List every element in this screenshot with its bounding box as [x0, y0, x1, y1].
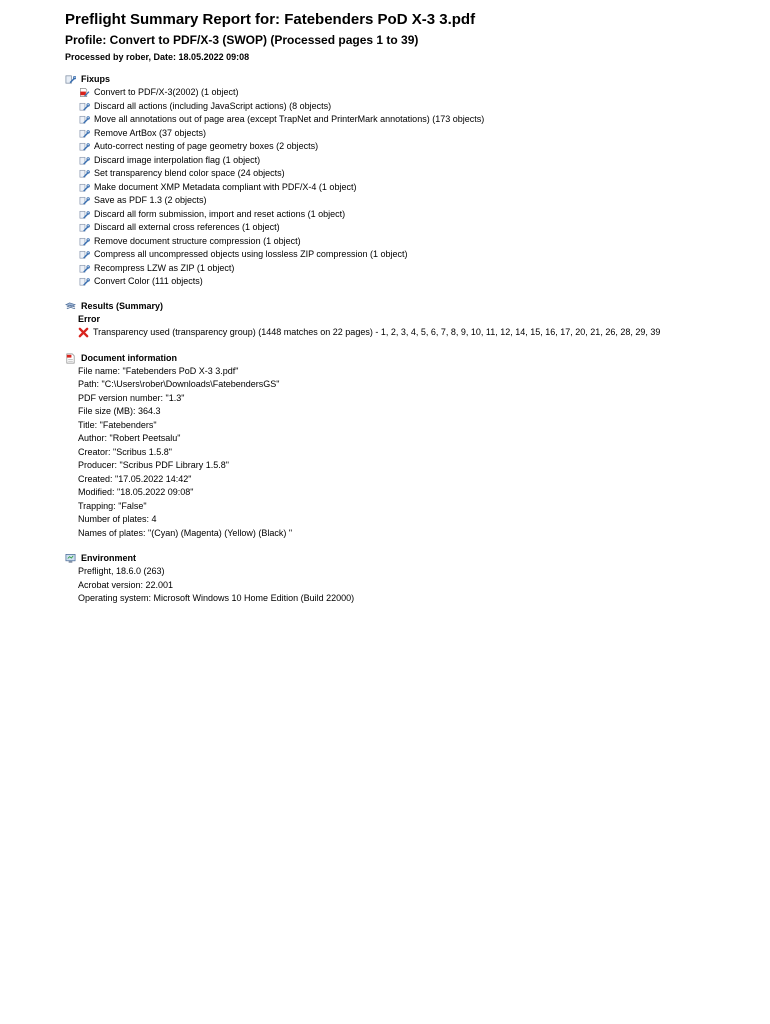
fixup-item-label: Compress all uncompressed objects using lossless ZIP compression (1 object): [94, 249, 408, 259]
fixup-item: [65, 275, 755, 289]
document-info-line: Names of plates: "(Cyan) (Magenta) (Yellow) (Black) ": [78, 527, 293, 538]
fixup-item-label: Discard image interpolation flag (1 object): [94, 154, 261, 165]
results-heading: [65, 300, 755, 313]
wrench-icon: [79, 209, 90, 220]
preflight-report: [65, 10, 755, 606]
fixups-heading-label: Fixups: [81, 74, 111, 84]
fixups-heading: [65, 73, 755, 86]
fixup-item: [65, 194, 755, 208]
error-label: Error: [78, 313, 101, 324]
fixup-item-label: Remove ArtBox (37 objects): [94, 127, 207, 138]
report-title: Preflight Summary Report for: Fatebenders PoD X-3 3.pdf: [65, 11, 476, 28]
fixup-item-label: Discard all external cross references (1 object): [94, 222, 280, 232]
wrench-icon: [79, 195, 90, 206]
results-section: [65, 300, 755, 340]
document-info-heading: [65, 352, 755, 365]
fixup-item-label: Recompress LZW as ZIP (1 object): [94, 262, 235, 273]
wrench-icon: [79, 168, 90, 179]
wrench-icon: [79, 249, 90, 260]
environment-line: Operating system: Microsoft Windows 10 Home Edition (Build 22000): [78, 593, 355, 603]
document-info-line: Number of plates: 4: [78, 514, 157, 524]
fixup-item: [65, 154, 755, 168]
fixups-list: [65, 86, 755, 289]
document-info-line: Creator: "Scribus 1.5.8": [78, 446, 172, 457]
environment-section: [65, 552, 755, 606]
error-x-icon: [78, 327, 89, 338]
environment-line: Acrobat version: 22.001: [78, 579, 174, 590]
fixup-item: [65, 127, 755, 141]
fixup-item-label: Save as PDF 1.3 (2 objects): [94, 195, 207, 205]
wrench-icon: [79, 236, 90, 247]
report-profile: Profile: Convert to PDF/X-3 (SWOP) (Processed pages 1 to 39): [65, 33, 419, 47]
wrench-icon: [79, 222, 90, 233]
document-info-line: Modified: "18.05.2022 09:08": [78, 487, 194, 497]
fixup-item: [65, 208, 755, 222]
fixup-item-label: Convert Color (111 objects): [94, 276, 203, 286]
environment-list: [65, 565, 755, 606]
fixup-item-label: Make document XMP Metadata compliant with PDF/X-4 (1 object): [94, 181, 357, 192]
wrench-icon: [79, 182, 90, 193]
fixup-item: [65, 86, 755, 100]
fixup-item-label: Auto-correct nesting of page geometry boxes (2 objects): [94, 141, 319, 151]
fixup-item-label: Convert to PDF/X-3(2002) (1 object): [94, 87, 239, 97]
results-icon: [65, 301, 76, 312]
error-item-text: Transparency used (transparency group) (1448 matches on 22 pages) - 1, 2, 3, 4, 5, 6, 7, 8, 9, 10, 11, 12, 14, 15, 16, 17, 20, 21, 26, 28, 29, 39: [93, 327, 661, 337]
error-item: [65, 326, 755, 340]
document-info-line: File size (MB): 364.3: [78, 406, 161, 416]
fixup-item: [65, 262, 755, 276]
fixups-section: [65, 73, 755, 289]
fixup-item: [65, 235, 755, 249]
fixups-icon: [65, 74, 76, 85]
wrench-icon: [79, 155, 90, 166]
wrench-icon: [79, 128, 90, 139]
document-info-line: Title: "Fatebenders": [78, 419, 157, 430]
fixup-item: [65, 100, 755, 114]
pdf-document-icon: [65, 353, 76, 364]
wrench-icon: [79, 276, 90, 287]
fixup-item-label: Remove document structure compression (1 object): [94, 235, 301, 246]
document-info-line: File name: "Fatebenders PoD X-3 3.pdf": [78, 365, 239, 376]
fixup-item: [65, 140, 755, 154]
fixup-item: [65, 113, 755, 127]
document-info-section: [65, 352, 755, 541]
environment-heading: [65, 552, 755, 565]
document-info-line: Created: "17.05.2022 14:42": [78, 473, 192, 484]
document-info-line: Author: "Robert Peetsalu": [78, 433, 181, 443]
pdf-fixup-icon: [79, 87, 90, 98]
report-processed-by: Processed by rober, Date: 18.05.2022 09:08: [65, 52, 250, 62]
fixup-item-label: Discard all form submission, import and reset actions (1 object): [94, 208, 346, 219]
environment-icon: [65, 553, 76, 564]
fixup-item: [65, 167, 755, 181]
wrench-icon: [79, 141, 90, 152]
fixup-item-label: Set transparency blend color space (24 objects): [94, 168, 285, 178]
document-info-line: Trapping: "False": [78, 500, 147, 511]
wrench-icon: [79, 114, 90, 125]
wrench-icon: [79, 101, 90, 112]
fixup-item: [65, 221, 755, 235]
fixup-item-label: Discard all actions (including JavaScript actions) (8 objects): [94, 100, 332, 111]
document-info-line: Path: "C:\Users\rober\Downloads\FatebendersGS": [78, 379, 280, 389]
document-info-heading-label: Document information: [81, 352, 177, 363]
document-info-line: Producer: "Scribus PDF Library 1.5.8": [78, 460, 229, 470]
fixup-item: [65, 248, 755, 262]
environment-line: Preflight, 18.6.0 (263): [78, 566, 165, 576]
document-info-list: [65, 365, 755, 541]
fixup-item-label: Move all annotations out of page area (except TrapNet and PrinterMark annotations) (173 objects): [94, 114, 485, 124]
document-info-line: PDF version number: "1.3": [78, 392, 185, 403]
environment-heading-label: Environment: [81, 553, 137, 563]
wrench-icon: [79, 263, 90, 274]
fixup-item: [65, 181, 755, 195]
results-heading-label: Results (Summary): [81, 300, 164, 311]
